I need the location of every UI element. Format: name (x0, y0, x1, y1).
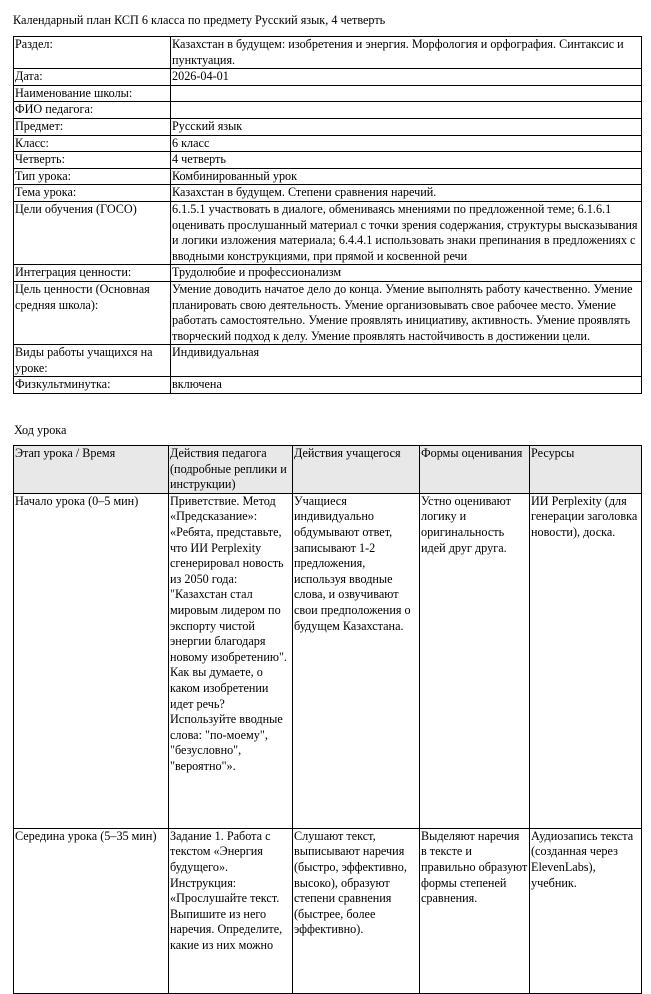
header-stage: Этап урока / Время (14, 446, 169, 494)
table-row (14, 828, 642, 993)
info-label: Наименование школы: (14, 85, 171, 102)
info-row (14, 377, 642, 394)
info-value: 6 класс (171, 135, 642, 152)
info-label: Класс: (14, 135, 171, 152)
student-cell: Слушают текст, выписывают наречия (быстро, эффективно, высоко), образуют степени сравнения (быстрее, более эффективно). (293, 828, 420, 993)
info-row (14, 185, 642, 202)
info-label: Цель ценности (Основная средняя школа): (14, 281, 171, 344)
info-value: 2026-04-01 (171, 69, 642, 86)
teacher-cell: Задание 1. Работа с текстом «Энергия будущего». Инструкция: «Прослушайте текст. Выпишите из него наречия. Определите, какие из них можно (169, 828, 293, 993)
info-row (14, 152, 642, 169)
stage-cell: Начало урока (0–5 мин) (14, 493, 169, 828)
resources-cell: ИИ Perplexity (для генерации заголовка новости), доска. (530, 493, 642, 828)
info-value: Комбинированный урок (171, 168, 642, 185)
resources-cell: Аудиозапись текста (созданная через ElevenLabs), учебник. (530, 828, 642, 993)
info-row (14, 281, 642, 344)
info-row (14, 69, 642, 86)
info-value: Трудолюбие и профессионализм (171, 265, 642, 282)
info-label: Физкультминутка: (14, 377, 171, 394)
info-value: 4 четверть (171, 152, 642, 169)
info-value: Умение доводить начатое дело до конца. Умение выполнять работу качественно. Умение планировать свою деятельность. Умение организовывать свое рабочее место. Умение работать самостоятельно. Умение проявлять инициативу, активность. Умение проявлять творческий подход к делу. Умение проявлять настойчивость в достижении цели. (171, 281, 642, 344)
info-row (14, 118, 642, 135)
info-row (14, 201, 642, 264)
info-label: Цели обучения (ГОСО) (14, 201, 171, 264)
info-label: Предмет: (14, 118, 171, 135)
info-label: Дата: (14, 69, 171, 86)
info-label: Раздел: (14, 37, 171, 69)
info-value: Казахстан в будущем: изобретения и энергия. Морфология и орфография. Синтаксис и пунктуация. (171, 37, 642, 69)
info-value: включена (171, 377, 642, 394)
info-row (14, 265, 642, 282)
info-row (14, 37, 642, 69)
info-label: Тип урока: (14, 168, 171, 185)
info-row (14, 135, 642, 152)
info-label: Интеграция ценности: (14, 265, 171, 282)
info-row (14, 85, 642, 102)
lesson-info-table (13, 36, 642, 394)
info-row (14, 102, 642, 119)
table-row (14, 493, 642, 828)
info-label: ФИО педагога: (14, 102, 171, 119)
header-student-actions: Действия учащегося (293, 446, 420, 494)
info-row (14, 345, 642, 377)
info-value (171, 102, 642, 119)
info-row (14, 168, 642, 185)
info-label: Тема урока: (14, 185, 171, 202)
assessment-cell: Устно оценивают логику и оригинальность идей друг друга. (420, 493, 530, 828)
document-title: Календарный план КСП 6 класса по предмету Русский язык, 4 четверть (13, 13, 386, 27)
info-value (171, 85, 642, 102)
header-assessment: Формы оценивания (420, 446, 530, 494)
info-value: 6.1.5.1 участвовать в диалоге, обмениваясь мнениями по предложенной теме; 6.1.6.1 оценивать прослушанный материал с точки зрения содержания, структуры высказывания и логики изложения материала; 6.4.4.1 использовать знаки препинания в предложениях с вводными конструкциями, при прямой и косвенной речи (171, 201, 642, 264)
info-label: Виды работы учащихся на уроке: (14, 345, 171, 377)
header-resources: Ресурсы (530, 446, 642, 494)
info-label: Четверть: (14, 152, 171, 169)
info-value: Казахстан в будущем. Степени сравнения наречий. (171, 185, 642, 202)
stage-cell: Середина урока (5–35 мин) (14, 828, 169, 993)
header-teacher-actions: Действия педагога (подробные реплики и инструкции) (169, 446, 293, 494)
table-header-row (14, 446, 642, 494)
lesson-flow-table (13, 445, 642, 994)
teacher-cell: Приветствие. Метод «Предсказание»: «Ребята, представьте, что ИИ Perplexity сгенерировал новость из 2050 года: "Казахстан стал мировым лидером по экспорту чистой энергии благодаря новому изобретению". Как вы думаете, о каком изобретении идет речь? Используйте вводные слова: "по-моему", "безусловно", "вероятно"». (169, 493, 293, 828)
student-cell: Учащиеся индивидуально обдумывают ответ, записывают 1-2 предложения, используя вводные слова, и озвучивают свои предположения о будущем Казахстана. (293, 493, 420, 828)
info-value: Индивидуальная (171, 345, 642, 377)
lesson-flow-heading: Ход урока (14, 423, 67, 437)
info-value: Русский язык (171, 118, 642, 135)
assessment-cell: Выделяют наречия в тексте и правильно образуют формы степеней сравнения. (420, 828, 530, 993)
